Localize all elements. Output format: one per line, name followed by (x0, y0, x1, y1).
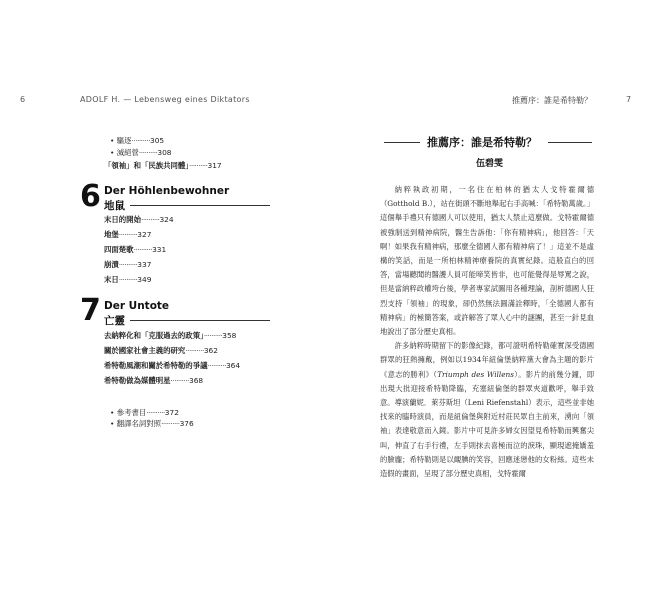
toc-entry: • 參考書目··········372 (110, 408, 179, 417)
preface-body (380, 183, 594, 481)
toc-entry: 末日··········349 (104, 275, 152, 284)
left-page-number: 6 (20, 95, 26, 104)
film-title: Triumph des Willens (437, 369, 514, 379)
right-running-title: 推薦序：誰是希特勒？ (512, 96, 592, 105)
toc-entry: 「領袖」和「民族共同體」··········317 (104, 161, 222, 170)
toc-entry: 希特勒風潮和關於希特勒的爭議··········364 (104, 361, 241, 370)
chapter-title-german: Der Höhlenbewohner (104, 185, 230, 197)
chapter-number: 6 (80, 179, 101, 214)
left-running-title: ADOLF H. — Lebensweg eines Diktators (80, 95, 250, 104)
chapter-title-german: Der Untote (104, 300, 170, 312)
preface-title: 推薦序：誰是希特勒？ (424, 134, 540, 150)
title-rule-right (548, 142, 592, 143)
toc-entry: 崩潰··········337 (104, 260, 152, 269)
toc-entry: 去納粹化和「克服過去的政策」··········358 (104, 331, 237, 340)
chapter-title-chinese: 地鼠 (104, 200, 125, 212)
chapter-rule (130, 205, 270, 206)
toc-entry: 希特勒做為媒體明星··········368 (104, 376, 204, 385)
title-rule-left (384, 142, 420, 143)
right-page-number: 7 (626, 95, 632, 104)
toc-entry: 地堡··········327 (104, 230, 152, 239)
toc-entry: 四面楚歌··········331 (104, 245, 167, 254)
preface-author: 伍碧雯 (476, 159, 504, 169)
toc-entry: 關於國家社會主義的研究··········362 (104, 346, 218, 355)
toc-entry: • 翻譯名詞對照··········376 (110, 419, 194, 428)
chapter-title-chinese: 亡靈 (104, 315, 125, 327)
toc-entry: • 滅絕營··········308 (110, 148, 172, 157)
chapter-number: 7 (80, 293, 101, 328)
paragraph: 許多納粹時期留下的影像紀錄，都可證明希特勒確實深受德國群眾的狂熱擁戴，例如以1934年紐倫堡納粹黨大會為主題的影片《意志的勝利》（Triumph des Willens）。影片的前幾分鐘，即出現大批迎接希特勒降臨，充塞紐倫堡的群眾夾道歡呼，舉手致意。導演蘭妮．萊芬斯坦（Leni Riefenstahl）表示，這些並非她找來的臨時演員，而是紐倫堡與附近村莊民眾自主前來，湧向「領袖」表達敬意而入鏡。影片中可見許多婦女因望見希特勒而興奮尖叫，伸直了右手行禮，左手則抹去喜極而泣的淚珠，顯現遮掩嬌羞的臉龐；希特勒則是以靦腆的笑容，回應迷戀他的女粉絲。這些未造假的畫面，呈現了部分歷史真相，戈特霍爾 (380, 341, 594, 479)
chapter-rule (130, 320, 270, 321)
paragraph: 納粹執政初期，一名住在柏林的猶太人戈特霍爾德（Gotthold B.），站在街頭不斷地舉起右手高喊：「希特勒萬歲。」這個舉手禮只有德國人可以使用，猶太人禁止這麼做。戈特霍爾德被強制送到精神病院，醫生告訴他：「你有精神病」，他回答：「天啊！如果我有精神病，那麼全德國人都有精神病了！」這並不是虛構的笑話，而是一所柏林精神療養院的真實紀錄。這般直白的回答，當場聽聞的醫護人員可能啼笑皆非，也可能覺得是辱罵之說，但是當納粹政權垮台後，學者專家試圖用各種理論，剖析德國人狂烈支持「領袖」的現象，卻仍然無法圓滿詮釋時，「全德國人都有精神病」的極簡答案，或許解答了眾人心中的謎團，甚至一針見血地說出了部分歷史真相。 (380, 185, 594, 337)
toc-entry: 末日的開始··········324 (104, 215, 174, 224)
toc-entry: • 驅逐··········305 (110, 136, 165, 145)
